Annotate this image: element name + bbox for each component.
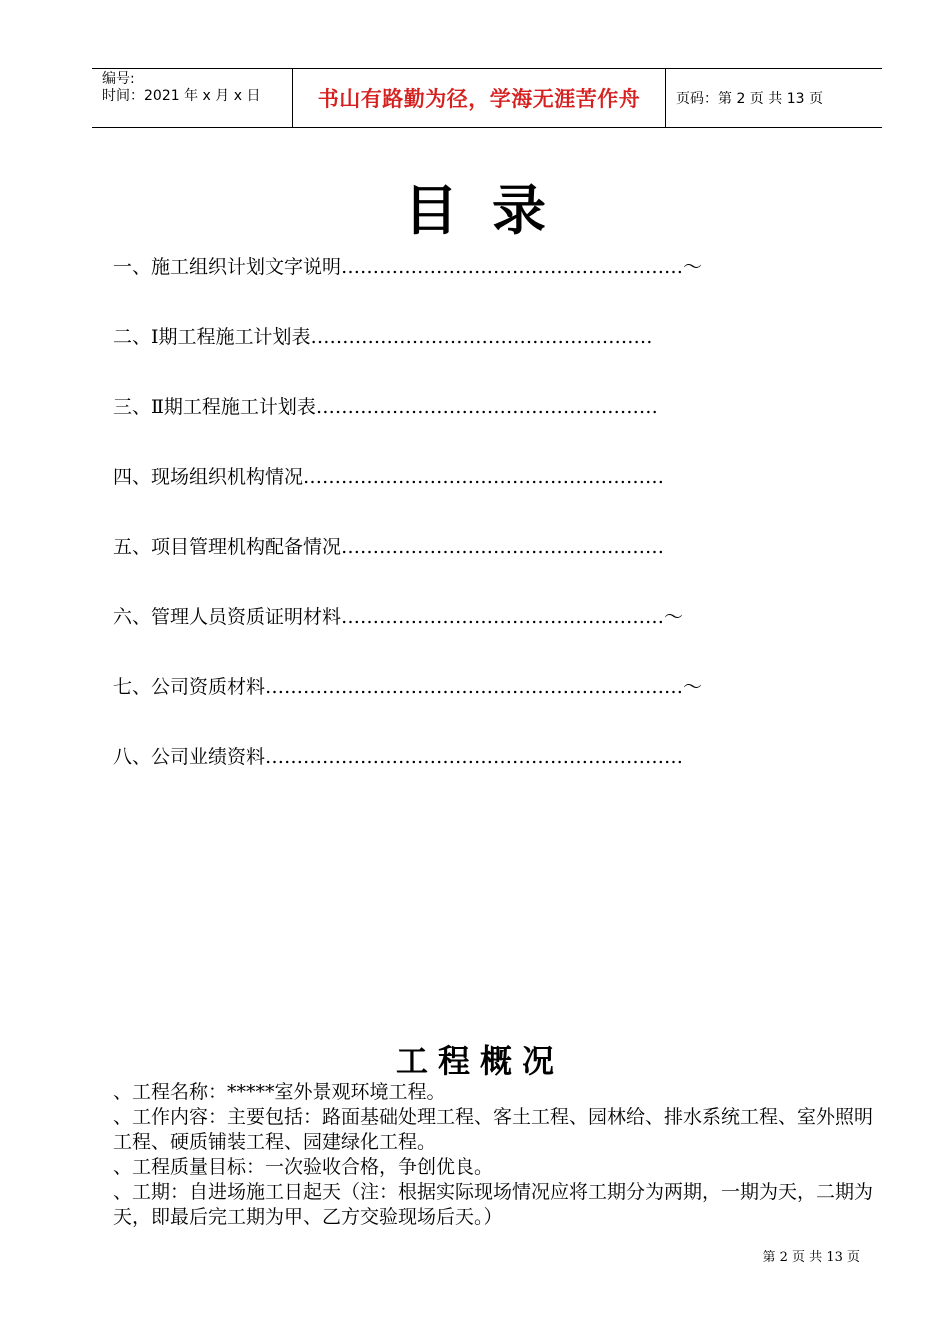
toc-list: [113, 252, 833, 812]
toc-item[interactable]: 七、公司资质材料…………………………………………………………～: [113, 676, 703, 698]
page-header: [92, 68, 882, 128]
overview-paragraph: 、工程名称：*****室外景观环境工程。: [113, 1081, 446, 1103]
page-footer: 第 2 页 共 13 页: [762, 1250, 860, 1265]
document-time-label: 时间：2021 年 x 月 x 日: [102, 88, 261, 104]
header-meta: [92, 69, 293, 127]
header-motto: 书山有路勤为径，学海无涯苦作舟: [293, 69, 666, 127]
overview-paragraph: 、工期：自进场施工日起天（注：根据实际现场情况应将工期分为两期，一期为天，二期为天，即最后完工期为甲、乙方交验现场后天。）: [113, 1181, 874, 1228]
toc-item[interactable]: 六、管理人员资质证明材料……………………………………………～: [113, 606, 684, 628]
toc-title: 目录: [404, 179, 580, 242]
overview-title: 工程概况: [395, 1042, 564, 1080]
toc-item[interactable]: 四、现场组织机构情况…………………………………………………: [113, 466, 665, 488]
overview-body: [113, 1080, 873, 1230]
toc-item[interactable]: 八、公司业绩资料…………………………………………………………: [113, 746, 684, 768]
overview-paragraph: 、工程质量目标：一次验收合格，争创优良。: [113, 1156, 494, 1178]
document-number-label: 编号:: [102, 71, 135, 87]
overview-paragraph: 、工作内容：主要包括：路面基础处理工程、客土工程、园林给、排水系统工程、室外照明工程、硬质铺装工程、园建绿化工程。: [113, 1106, 874, 1153]
toc-item[interactable]: 二、Ⅰ期工程施工计划表………………………………………………: [113, 326, 653, 348]
toc-item[interactable]: 一、施工组织计划文字说明………………………………………………～: [113, 256, 703, 278]
toc-item[interactable]: 五、项目管理机构配备情况……………………………………………: [113, 536, 665, 558]
header-page-number: 页码：第 2 页 共 13 页: [676, 91, 823, 107]
toc-item[interactable]: 三、Ⅱ期工程施工计划表………………………………………………: [113, 396, 658, 418]
